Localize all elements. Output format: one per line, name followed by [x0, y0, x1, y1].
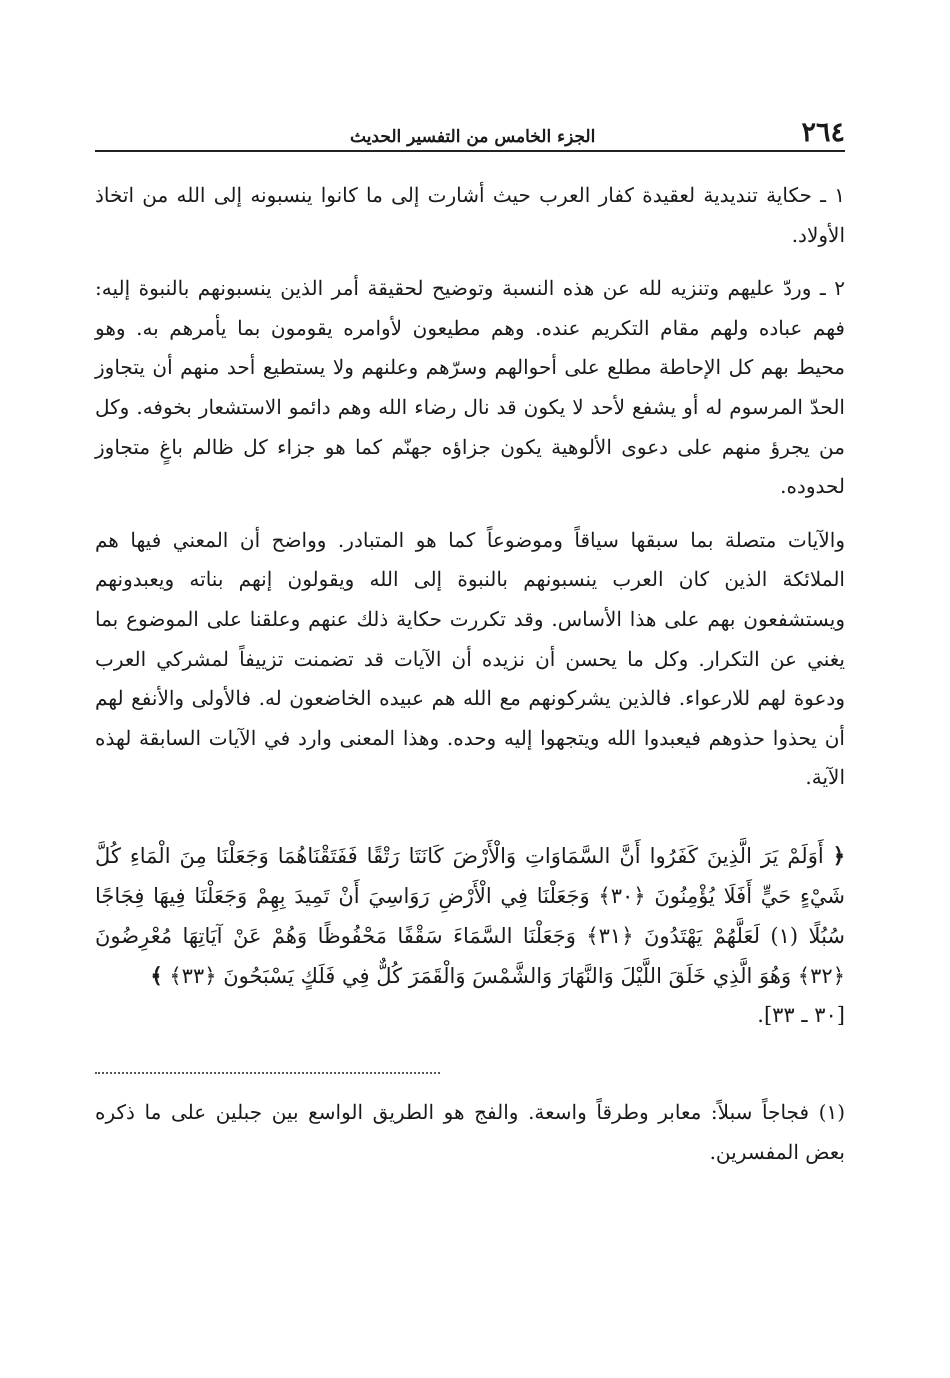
footnote-separator — [95, 1072, 440, 1074]
paragraph-commentary: والآيات متصلة بما سبقها سياقاً وموضوعاً كما هو المتبادر. وواضح أن المعني فيها هم الملائكة الذين كان العرب ينسبونهم بالنبوة إلى الله ويقولون إنهم بناته ويعبدونهم ويستشفعون بهم على هذا الأساس. وقد تكررت حكاية ذلك عنهم وعلقنا على الموضوع بما يغني عن التكرار. وكل ما يحسن أن نزيده أن الآيات قد تضمنت تزييفاً لمشركي العرب ودعوة لهم للارعواء. فالذين يشركونهم مع الله هم عبيده الخاضعون له. فالأولى والأنفع لهم أن يحذوا حذوهم فيعبدوا الله ويتجهوا إليه وحده. وهذا المعنى وارد في الآيات السابقة لهذه الآية. — [95, 527, 845, 790]
verse-open-bracket: ﴿ — [832, 842, 845, 868]
paragraph-point-2: ٢ ـ وردّ عليهم وتنزيه لله عن هذه النسبة وتوضيح لحقيقة أمر الذين ينسبونهم بالنبوة إليه: فهم عباده ولهم مقام التكريم عنده. وهم مطيعون لأوامره يقومون بما يأمرهم به. وهو محيط بهم كل الإحاطة مطلع على أحوالهم وسرّهم وعلنهم ولا يستطيع أحد منهم أن يتجاوز الحدّ المرسوم له أو يشفع لأحد لا يكون قد نال رضاء الله وهم دائمو الاستشعار بخوفه. وكل من يجرؤ منهم على دعوى الألوهية يكون جزاؤه جهنّم كما هو جزاء كل ظالم باغٍ متجاوز لحدوده. — [95, 276, 845, 499]
running-header-title: الجزء الخامس من التفسير الحديث — [350, 127, 596, 147]
paragraph-point-1: ١ ـ حكاية تنديدية لعقيدة كفار العرب حيث أشارت إلى ما كانوا ينسبونه إلى الله من اتخاذ الأولاد. — [95, 183, 845, 247]
footnote: (١) فجاجاً سبلاً: معابر وطرقاً واسعة. والفج هو الطريق الواسع بين جبلين على ما ذكره بعض المفسرين. — [95, 1099, 845, 1164]
verse-close-bracket: ﴾ — [150, 962, 163, 988]
page-number: ٢٦٤ — [801, 117, 845, 148]
book-page — [95, 108, 845, 1192]
quran-verse-block — [95, 836, 845, 1034]
verse-text: أَوَلَمْ يَرَ الَّذِينَ كَفَرُوا أَنَّ السَّمَاوَاتِ وَالْأَرْضَ كَانَتَا رَتْقًا فَفَتَقْنَاهُمَا وَجَعَلْنَا مِنَ الْمَاءِ كُلَّ شَيْءٍ حَيٍّ أَفَلَا يُؤْمِنُونَ ﴿٣٠﴾ وَجَعَلْنَا فِي الْأَرْضِ رَوَاسِيَ أَنْ تَمِيدَ بِهِمْ وَجَعَلْنَا فِيهَا فِجَاجًا سُبُلًا (١) لَعَلَّهُمْ يَهْتَدُونَ ﴿٣١﴾ وَجَعَلْنَا السَّمَاءَ سَقْفًا مَحْفُوظًا وَهُمْ عَنْ آيَاتِهَا مُعْرِضُونَ ﴿٣٢﴾ وَهُوَ الَّذِي خَلَقَ اللَّيْلَ وَالنَّهَارَ وَالشَّمْسَ وَالْقَمَرَ كُلٌّ فِي فَلَكٍ يَسْبَحُونَ ﴿٣٣﴾ — [95, 843, 846, 988]
verse-reference: [٣٠ ـ ٣٣]. — [757, 1002, 845, 1027]
running-header — [95, 108, 845, 152]
